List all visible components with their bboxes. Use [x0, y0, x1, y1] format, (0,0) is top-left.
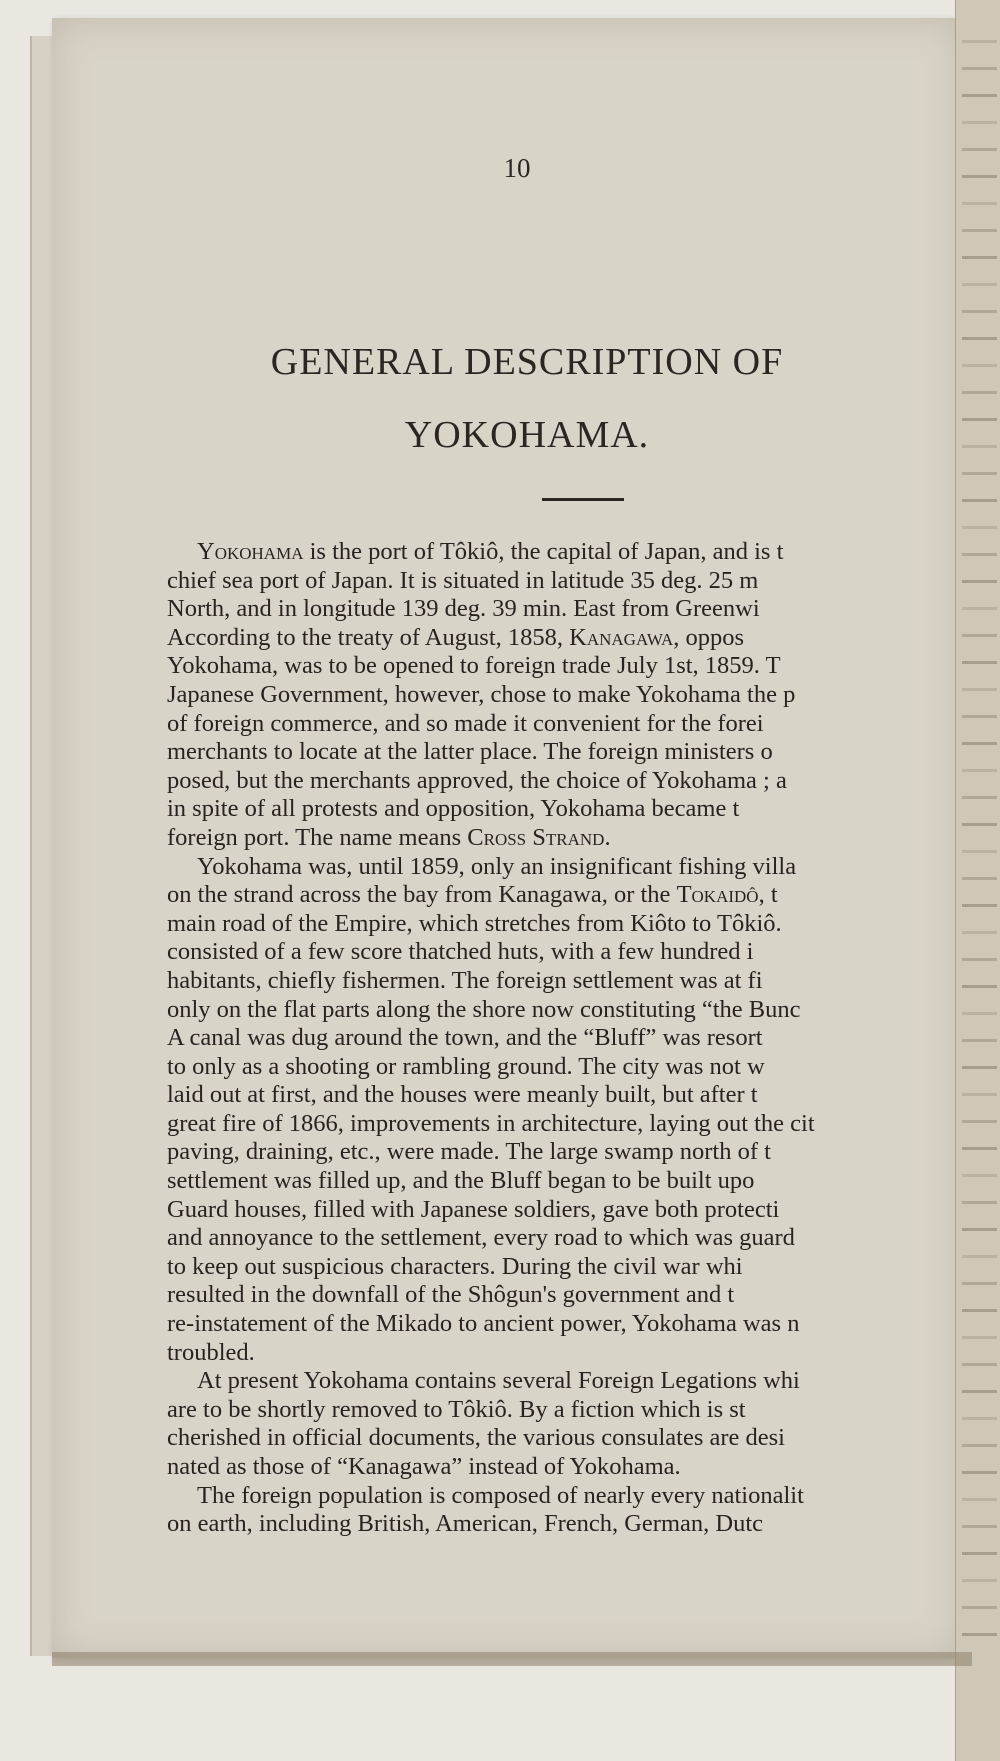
- adjacent-page-text-stripe: [962, 1633, 997, 1636]
- adjacent-page-text-stripe: [962, 1282, 997, 1285]
- adjacent-page-text-stripe: [962, 1471, 997, 1474]
- adjacent-page-text-stripe: [962, 931, 997, 934]
- adjacent-page-text-stripe: [962, 391, 997, 394]
- text-span: Yokohama, was to be opened to foreign trade July 1st, 1859. T: [167, 652, 781, 680]
- chapter-title-line-1: GENERAL DESCRIPTION OF: [270, 341, 784, 383]
- adjacent-page-text-stripe: [962, 688, 997, 691]
- adjacent-page-text-stripe: [962, 283, 997, 286]
- text-span: great fire of 1866, improvements in architecture, laying out the cit: [167, 1109, 815, 1137]
- adjacent-page-text-stripe: [962, 1120, 997, 1123]
- text-span: .: [604, 823, 611, 851]
- adjacent-page-text-stripe: [962, 1552, 997, 1555]
- text-span: Japanese Government, however, chose to make Yokohama the p: [167, 680, 796, 708]
- adjacent-page-text-stripe: [962, 121, 997, 124]
- text-span: main road of the Empire, which stretches from Kiôto to Tôkiô.: [167, 909, 782, 937]
- text-line: [167, 1138, 962, 1167]
- text-span: settlement was filled up, and the Bluff began to be built upo: [167, 1167, 755, 1195]
- text-span: According to the treaty of August, 1858,: [167, 623, 570, 651]
- adjacent-page-text-stripe: [962, 418, 997, 421]
- text-span: merchants to locate at the latter place. The foreign ministers o: [167, 738, 773, 766]
- adjacent-page-text-stripe: [962, 958, 997, 961]
- text-span: A canal was dug around the town, and the “Bluff” was resort: [167, 1024, 763, 1052]
- adjacent-page-text-stripe: [962, 877, 997, 880]
- text-line: [167, 996, 962, 1025]
- adjacent-page-text-stripe: [962, 40, 997, 43]
- text-span: , oppos: [673, 623, 745, 651]
- chapter-title-line-2: YOKOHAMA.: [404, 414, 650, 456]
- text-span: At present Yokohama contains several Foreign Legations whi: [197, 1367, 800, 1395]
- text-line: [167, 910, 962, 939]
- text-span: re-instatement of the Mikado to ancient power, Yokohama was n: [167, 1310, 800, 1338]
- text-line: [167, 1482, 962, 1511]
- text-span: resulted in the downfall of the Shôgun's government and t: [167, 1281, 735, 1309]
- text-line: [167, 795, 962, 824]
- text-line: [167, 652, 962, 681]
- body-text: [167, 538, 962, 1539]
- adjacent-page-text-stripe: [962, 310, 997, 313]
- text-line: [167, 567, 962, 596]
- text-line: [167, 1167, 962, 1196]
- adjacent-page-text-stripe: [962, 607, 997, 610]
- adjacent-page-text-stripe: [962, 1606, 997, 1609]
- adjacent-page-text-stripe: [962, 445, 997, 448]
- small-caps-text: Tokaidô: [676, 881, 759, 909]
- book-page: [52, 18, 962, 1658]
- text-span: troubled.: [167, 1338, 255, 1366]
- adjacent-page-text-stripe: [962, 580, 997, 583]
- text-line: [167, 1424, 962, 1453]
- adjacent-page-text-stripe: [962, 1066, 997, 1069]
- text-span: , t: [758, 881, 778, 909]
- text-line: [167, 967, 962, 996]
- text-line: [167, 1281, 962, 1310]
- text-span: Yokohama was, until 1859, only an insignificant fishing villa: [197, 852, 797, 880]
- adjacent-page-text-stripe: [962, 472, 997, 475]
- book-binding: [52, 1652, 972, 1666]
- text-span: to only as a shooting or rambling ground. The city was not w: [167, 1052, 765, 1080]
- text-span: are to be shortly removed to Tôkiô. By a fiction which is st: [167, 1395, 746, 1423]
- adjacent-page-text-stripe: [962, 175, 997, 178]
- text-line: [167, 1110, 962, 1139]
- adjacent-page-text-stripe: [962, 499, 997, 502]
- text-line: [167, 881, 962, 910]
- text-span: cherished in official documents, the various consulates are desi: [167, 1424, 785, 1452]
- adjacent-page-text-stripe: [962, 715, 997, 718]
- adjacent-page-text-stripe: [962, 742, 997, 745]
- text-span: and annoyance to the settlement, every road to which was guard: [167, 1224, 795, 1252]
- adjacent-page-text-stripe: [962, 1417, 997, 1420]
- text-line: [167, 1339, 962, 1368]
- text-span: of foreign commerce, and so made it convenient for the forei: [167, 709, 764, 737]
- adjacent-page-text-stripe: [962, 148, 997, 151]
- text-line: [167, 938, 962, 967]
- adjacent-page-text-stripe: [962, 1228, 997, 1231]
- adjacent-page-text-stripe: [962, 769, 997, 772]
- adjacent-page-edge: [955, 0, 1000, 1761]
- text-line: [167, 1081, 962, 1110]
- text-span: paving, draining, etc., were made. The large swamp north of t: [167, 1138, 771, 1166]
- adjacent-page-text-stripe: [962, 823, 997, 826]
- text-span: foreign port. The name means: [167, 823, 468, 851]
- adjacent-page-text-stripe: [962, 985, 997, 988]
- adjacent-page-text-stripe: [962, 202, 997, 205]
- adjacent-page-text-stripe: [962, 1039, 997, 1042]
- title-rule: [542, 498, 624, 501]
- adjacent-page-text-stripe: [962, 1579, 997, 1582]
- text-line: [167, 710, 962, 739]
- text-line: [167, 738, 962, 767]
- small-caps-text: Cross Strand: [467, 823, 605, 851]
- text-line: [167, 1510, 962, 1539]
- text-span: chief sea port of Japan. It is situated in latitude 35 deg. 25 m: [167, 566, 759, 594]
- adjacent-page-text-stripe: [962, 1390, 997, 1393]
- text-span: in spite of all protests and opposition, Yokohama became t: [167, 795, 740, 823]
- text-line: [167, 853, 962, 882]
- text-line: [167, 1453, 962, 1482]
- adjacent-page-text-stripe: [962, 1444, 997, 1447]
- text-line: [167, 681, 962, 710]
- text-line: [167, 1224, 962, 1253]
- text-span: posed, but the merchants approved, the choice of Yokohama ; a: [167, 766, 787, 794]
- text-line: [167, 767, 962, 796]
- text-line: [167, 824, 962, 853]
- adjacent-page-text-stripe: [962, 1309, 997, 1312]
- adjacent-page-text-stripe: [962, 526, 997, 529]
- adjacent-page-text-stripe: [962, 364, 997, 367]
- text-span: to keep out suspicious characters. During the civil war whi: [167, 1252, 743, 1280]
- adjacent-page-text-stripe: [962, 1336, 997, 1339]
- text-line: [167, 1253, 962, 1282]
- adjacent-page-text-stripe: [962, 1012, 997, 1015]
- text-line: [167, 624, 962, 653]
- adjacent-page-text-stripe: [962, 94, 997, 97]
- text-span: North, and in longitude 139 deg. 39 min. East from Greenwi: [167, 595, 760, 623]
- text-span: is the port of Tôkiô, the capital of Japan, and is t: [303, 538, 784, 565]
- text-span: Guard houses, filled with Japanese soldiers, gave both protecti: [167, 1195, 780, 1223]
- adjacent-page-text-stripe: [962, 337, 997, 340]
- adjacent-page-text-stripe: [962, 634, 997, 637]
- text-line: [167, 1367, 962, 1396]
- adjacent-page-text-stripe: [962, 1525, 997, 1528]
- text-line: [167, 1396, 962, 1425]
- text-span: laid out at first, and the houses were meanly built, but after t: [167, 1081, 758, 1109]
- text-line: [167, 538, 962, 567]
- adjacent-page-text-stripe: [962, 1498, 997, 1501]
- adjacent-page-text-stripe: [962, 229, 997, 232]
- adjacent-page-text-stripe: [962, 1147, 997, 1150]
- text-line: [167, 1053, 962, 1082]
- adjacent-page-text-stripe: [962, 67, 997, 70]
- page-number: 10: [503, 153, 531, 183]
- adjacent-page-text-stripe: [962, 553, 997, 556]
- adjacent-page-text-stripe: [962, 1201, 997, 1204]
- adjacent-page-text-stripe: [962, 1174, 997, 1177]
- text-span: The foreign population is composed of nearly every nationalit: [197, 1481, 804, 1509]
- adjacent-page-text-stripe: [962, 796, 997, 799]
- adjacent-page-text-stripe: [962, 904, 997, 907]
- small-caps-text: Yokohama: [197, 538, 304, 565]
- text-span: only on the flat parts along the shore now constituting “the Bunc: [167, 995, 801, 1023]
- text-span: on the strand across the bay from Kanagawa, or the: [167, 881, 677, 909]
- text-line: [167, 1024, 962, 1053]
- adjacent-page-text-stripe: [962, 256, 997, 259]
- text-span: habitants, chiefly fishermen. The foreign settlement was at fi: [167, 966, 763, 994]
- small-caps-text: Kanagawa: [569, 623, 674, 651]
- adjacent-page-text-stripe: [962, 850, 997, 853]
- text-span: nated as those of “Kanagawa” instead of Yokohama.: [167, 1453, 681, 1480]
- text-span: on earth, including British, American, French, German, Dutc: [167, 1510, 764, 1538]
- text-line: [167, 1310, 962, 1339]
- text-line: [167, 595, 962, 624]
- adjacent-page-text-stripe: [962, 1255, 997, 1258]
- adjacent-page-text-stripe: [962, 1093, 997, 1096]
- adjacent-page-text-stripe: [962, 661, 997, 664]
- text-line: [167, 1196, 962, 1225]
- adjacent-page-text-stripe: [962, 1363, 997, 1366]
- text-span: consisted of a few score thatched huts, with a few hundred i: [167, 938, 754, 966]
